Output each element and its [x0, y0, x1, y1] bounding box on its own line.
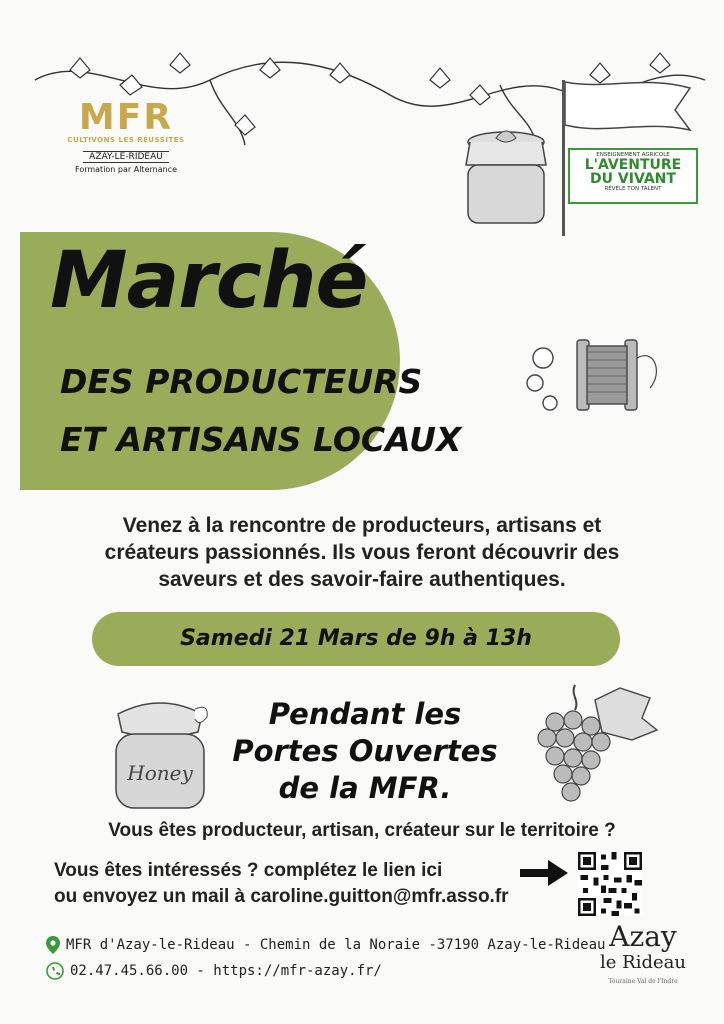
event-date: Samedi 21 Mars de 9h à 13h [92, 612, 620, 666]
aventure-du-vivant-logo [568, 148, 698, 204]
phone-web-text[interactable]: 02.47.45.66.00 - https://mfr-azay.fr/ [70, 963, 382, 979]
intro-line3: saveurs et des savoir-faire authentiques. [158, 568, 566, 591]
phone-icon [46, 962, 64, 980]
location-pin-icon [46, 936, 60, 954]
azay-le-rideau-logo [598, 922, 688, 985]
grapes-icon [525, 680, 665, 810]
phone-web-row [46, 958, 605, 984]
mfr-logo-slogan: CULTIVONS LES RÉUSSITES [67, 136, 185, 144]
azay-logo-line2: le Rideau [600, 952, 686, 973]
honey-jar-icon [100, 684, 220, 814]
thread-spool-icon [515, 318, 665, 428]
event-line1: Pendant les [268, 697, 462, 731]
aventure-tagline: RÉVÈLE TON TALENT [604, 186, 662, 192]
honey-label: Honey [127, 761, 193, 785]
azay-logo-line1: Azay [609, 920, 677, 953]
aventure-top: ENSEIGNEMENT AGRICOLE [596, 152, 670, 158]
contact-block [46, 932, 605, 984]
invite-line1: Vous êtes intéressés ? complétez le lien ici [54, 860, 443, 881]
mfr-logo-town: AZAY-LE-RIDEAU [83, 151, 169, 163]
event-line3: de la MFR. [278, 771, 452, 805]
intro-line2: créateurs passionnés. Ils vous feront découvrir des [104, 541, 620, 564]
intro-paragraph [40, 512, 684, 593]
title-line1: DES PRODUCTEURS [60, 362, 423, 401]
title-line2: ET ARTISANS LOCAUX [60, 420, 462, 459]
invite-line2[interactable]: ou envoyez un mail à caroline.guitton@mfr.asso.fr [54, 886, 509, 907]
intro-line1: Venez à la rencontre de producteurs, artisans et [122, 514, 602, 537]
invite-text [54, 858, 509, 910]
address-text: MFR d'Azay-le-Rideau - Chemin de la Noraie -37190 Azay-le-Rideau [66, 937, 606, 953]
flag-icon [565, 80, 695, 140]
page-title: Marché [50, 236, 368, 326]
event-line2: Portes Ouvertes [232, 734, 498, 768]
mfr-logo [56, 97, 196, 174]
mfr-logo-subtitle: Formation par Alternance [75, 165, 177, 174]
arrow-right-icon [520, 860, 568, 886]
aventure-line2: DU VIVANT [590, 171, 676, 187]
azay-logo-tagline: Touraine Val de l'Indre [608, 978, 678, 985]
aventure-line1: L'AVENTURE [584, 157, 682, 173]
mfr-logo-name: MFR [78, 97, 174, 138]
event-context [210, 696, 520, 807]
address-row [46, 932, 605, 958]
qr-code-icon[interactable] [578, 852, 642, 916]
invite-question: Vous êtes producteur, artisan, créateur sur le territoire ? [108, 820, 616, 841]
jam-jar-icon [456, 120, 556, 230]
